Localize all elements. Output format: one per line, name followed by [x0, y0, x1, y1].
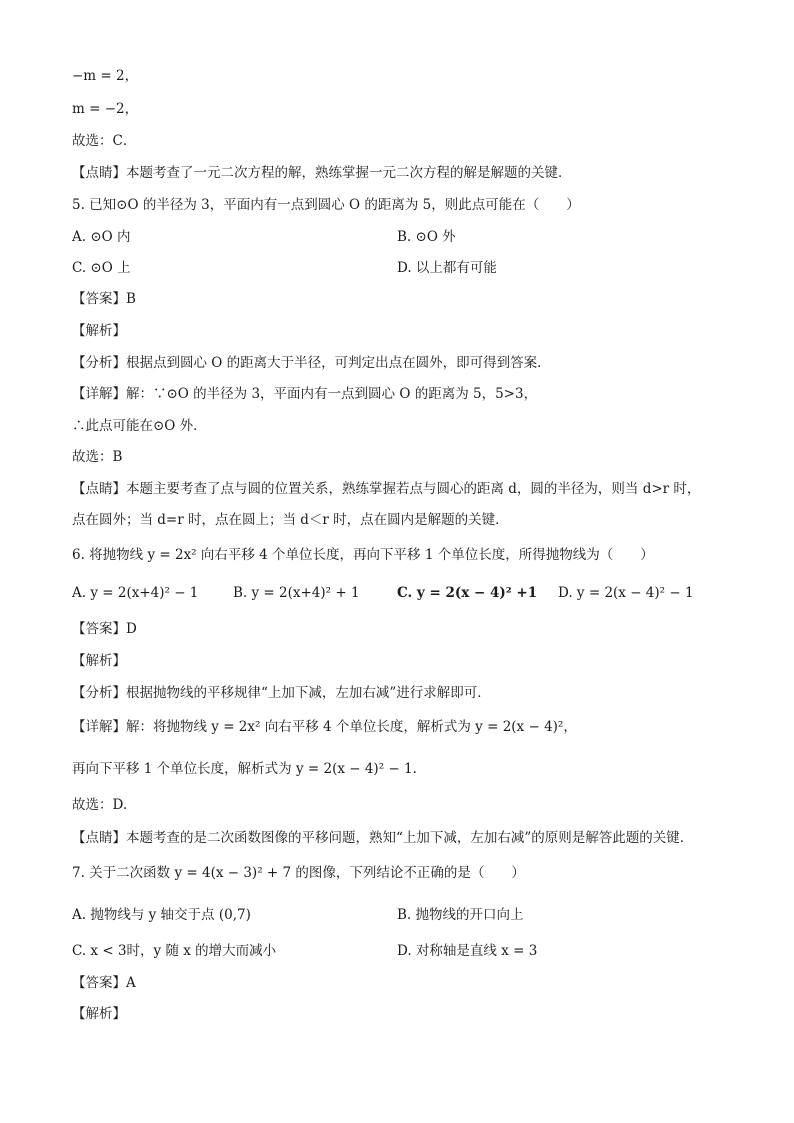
detail-line: 再向下平移 1 个单位长度，解析式为 y = 2(x − 4)² − 1. — [72, 761, 417, 777]
question-5: 5. 已知⊙O 的半径为 3，平面内有一点到圆心 O 的距离为 5，则此点可能在（ ） — [72, 197, 580, 213]
analysis-line: 【分析】根据抛物线的平移规律“上加下减，左加右减”进行求解即可． — [72, 685, 491, 701]
question-6: 6. 将抛物线 y = 2x² 向右平移 4 个单位长度，再向下平移 1 个单位长度，所得抛物线为（ ） — [72, 547, 654, 563]
analysis-label: 【解析】 — [72, 323, 126, 339]
choice-line: 故选：B — [72, 449, 123, 465]
option-b: B. y = 2(x+4)² + 1 — [233, 585, 360, 601]
comment-line: 【点睛】本题主要考查了点与圆的位置关系，熟练掌握若点与圆心的距离 d，圆的半径为，则当 d>r 时， — [72, 481, 701, 497]
detail-line: 【详解】解：∵⊙O 的半径为 3，平面内有一点到圆心 O 的距离为 5，5>3， — [72, 386, 538, 402]
detail-line: ∴此点可能在⊙O 外． — [72, 418, 207, 434]
option-b: B. 抛物线的开口向上 — [397, 907, 524, 923]
analysis-line: 【分析】根据点到圆心 O 的距离大于半径，可判定出点在圆外，即可得到答案． — [72, 355, 551, 371]
answer-label: 【答案】B — [72, 291, 136, 307]
choice-line: 故选：D. — [72, 797, 128, 813]
option-a: A. y = 2(x+4)² − 1 — [72, 585, 199, 601]
option-c: C. y = 2(x − 4)² +1 — [397, 585, 538, 601]
detail-line: 【详解】解：将抛物线 y = 2x² 向右平移 4 个单位长度，解析式为 y = 2(x − 4)²， — [72, 719, 577, 735]
answer-label: 【答案】D — [72, 621, 137, 637]
option-a: A. 抛物线与 y 轴交于点 (0,7) — [72, 907, 251, 923]
text-line: 故选：C． — [72, 133, 137, 149]
answer-label: 【答案】A — [72, 975, 136, 991]
option-d: D. 以上都有可能 — [397, 260, 497, 276]
text-line: m = −2， — [72, 101, 139, 117]
option-d: D. 对称轴是直线 x = 3 — [397, 943, 538, 959]
comment-line: 【点睛】本题考查了一元二次方程的解，熟练掌握一元二次方程的解是解题的关键． — [72, 165, 572, 181]
analysis-label: 【解析】 — [72, 1006, 126, 1022]
comment-line: 【点睛】本题考查的是二次函数图像的平移问题，熟知“上加下减，左加右减”的原则是解答此题的关键． — [72, 830, 694, 846]
text-line: −m = 2， — [72, 68, 139, 84]
question-7: 7. 关于二次函数 y = 4(x − 3)² + 7 的图像，下列结论不正确的是（ ） — [72, 865, 525, 881]
option-b: B. ⊙O 外 — [397, 229, 456, 245]
option-c: C. ⊙O 上 — [72, 260, 131, 276]
option-c: C. x < 3时，y 随 x 的增大而减小 — [72, 943, 277, 959]
analysis-label: 【解析】 — [72, 653, 126, 669]
option-d: D. y = 2(x − 4)² − 1 — [558, 585, 694, 601]
option-a: A. ⊙O 内 — [72, 229, 131, 245]
comment-line: 点在圆外；当 d=r 时，点在圆上；当 d＜r 时，点在圆内是解题的关键． — [72, 512, 509, 528]
